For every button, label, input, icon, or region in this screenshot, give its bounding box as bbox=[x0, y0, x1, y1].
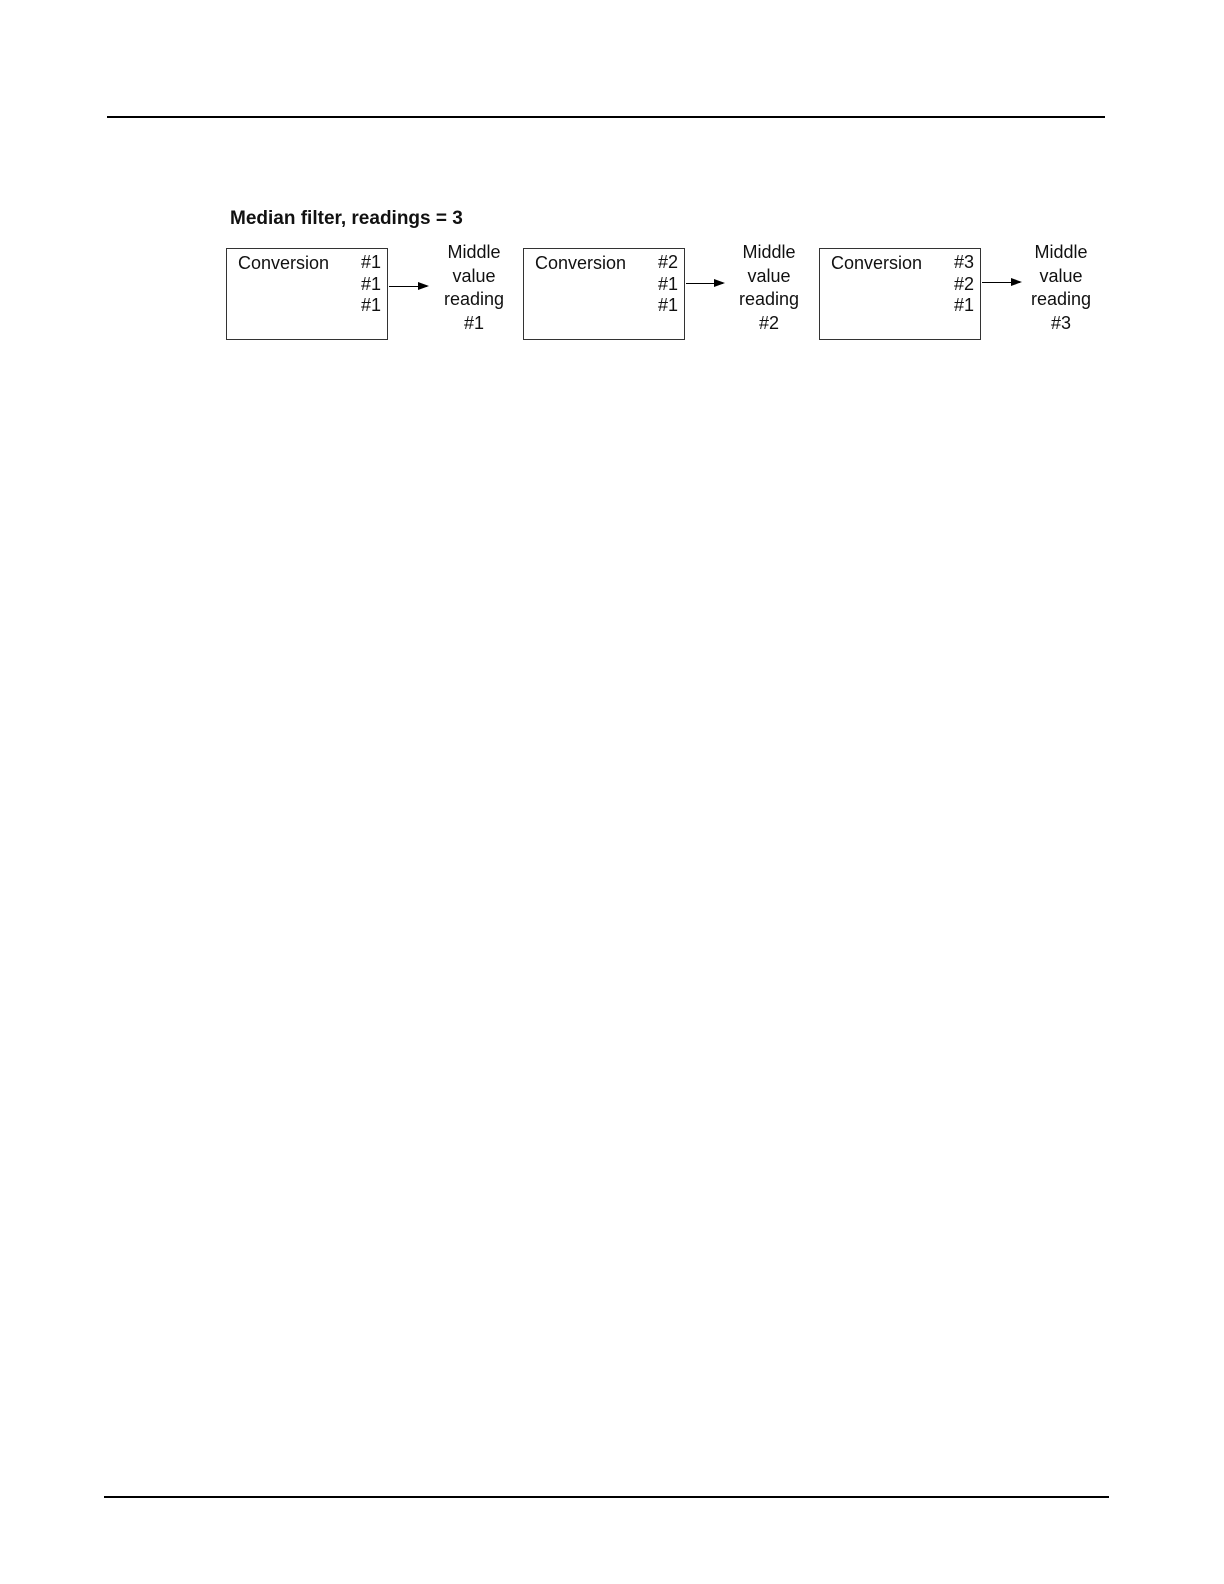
result-line: reading bbox=[1030, 289, 1092, 309]
result-line: #1 bbox=[463, 312, 485, 333]
arrow-icon bbox=[982, 282, 1020, 283]
conversion-box bbox=[819, 248, 981, 340]
result-line: #2 bbox=[758, 312, 780, 333]
middle-value-reading bbox=[724, 241, 814, 335]
result-line: value bbox=[1039, 265, 1083, 286]
middle-value-reading bbox=[1016, 241, 1106, 335]
result-line: reading bbox=[443, 289, 505, 309]
conversion-value: #1 bbox=[953, 295, 974, 315]
result-line: Middle bbox=[1034, 242, 1088, 262]
result-line: value bbox=[452, 265, 496, 286]
result-line: value bbox=[747, 265, 791, 286]
diagram-title: Median filter, readings = 3 bbox=[230, 208, 463, 229]
header-rule bbox=[107, 116, 1105, 118]
middle-value-reading bbox=[429, 241, 519, 335]
arrowhead-icon bbox=[418, 282, 429, 290]
conversion-value: #1 bbox=[360, 295, 381, 315]
conversion-value: #1 bbox=[360, 273, 381, 294]
conversion-box bbox=[523, 248, 685, 340]
arrow-icon bbox=[389, 286, 427, 287]
conversion-value: #1 bbox=[657, 295, 678, 315]
conversion-values bbox=[954, 252, 974, 317]
conversion-value: #1 bbox=[360, 252, 381, 272]
conversion-value: #1 bbox=[657, 273, 678, 294]
conversion-value: #2 bbox=[657, 252, 678, 272]
conversion-box bbox=[226, 248, 388, 340]
conversion-label: Conversion bbox=[535, 253, 627, 273]
result-line: Middle bbox=[447, 242, 501, 262]
conversion-value: #3 bbox=[953, 252, 974, 272]
conversion-values bbox=[658, 252, 678, 317]
result-line: Middle bbox=[742, 242, 796, 262]
footer-rule bbox=[104, 1496, 1109, 1498]
conversion-value: #2 bbox=[953, 273, 974, 294]
conversion-values bbox=[361, 252, 381, 317]
conversion-label: Conversion bbox=[238, 253, 330, 273]
result-line: reading bbox=[738, 289, 800, 309]
result-line: #3 bbox=[1050, 312, 1072, 333]
conversion-label: Conversion bbox=[831, 253, 923, 273]
arrow-icon bbox=[686, 283, 723, 284]
